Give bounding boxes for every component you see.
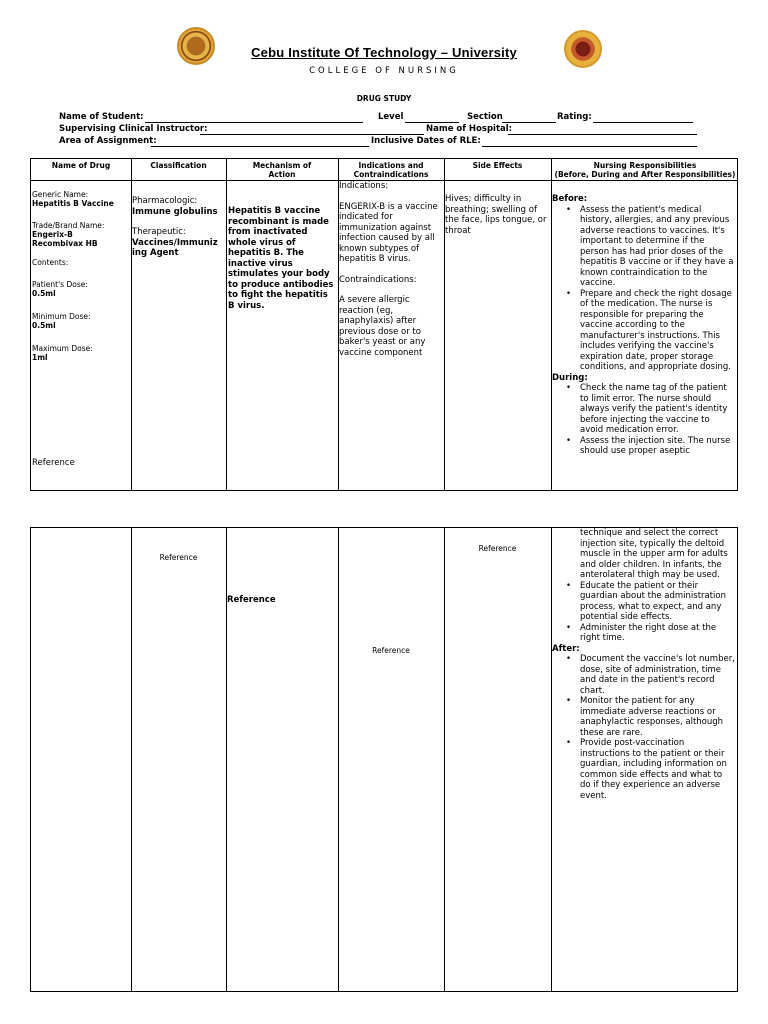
hospital-field[interactable]	[508, 134, 697, 135]
generic-label: Generic Name:	[32, 190, 89, 199]
indications-label: Indications:	[339, 181, 389, 191]
list-item: • Educate the patient or their guardian about the administration process, what to expect, and any potential side effects.	[580, 581, 738, 623]
rating-label: Rating:	[557, 112, 592, 122]
trade-name-1: Engerix-B	[32, 230, 73, 239]
max-dose: 1ml	[32, 353, 48, 362]
level-field[interactable]	[405, 122, 459, 123]
header-indications: Indications and Contraindications	[353, 161, 429, 179]
max-dose-label: Maximum Dose:	[32, 344, 93, 353]
student-label: Name of Student:	[59, 112, 144, 122]
ther-class-2: ing Agent	[132, 248, 179, 258]
section-label: Section	[467, 112, 503, 122]
dates-field[interactable]	[482, 146, 697, 147]
dates-label: Inclusive Dates of RLE:	[371, 136, 481, 146]
trade-label: Trade/Brand Name:	[32, 221, 105, 230]
list-item: • Document the vaccine's lot number, dose, site of administration, time and date in the patient's record chart.	[580, 654, 738, 696]
area-label: Area of Assignment:	[59, 136, 157, 146]
list-item: • Check the name tag of the patient to limit error. The nurse should always verify the patient's identity before injecting the vaccine to avoid medication error.	[580, 383, 738, 436]
drug-study-table-continued	[30, 527, 738, 992]
university-name: Cebu Institute Of Technology – University	[251, 45, 517, 60]
mechanism-cell: Hepatitis B vaccine recombinant is made from inactivated whole virus of hepatitis B. The inactive virus stimulates your body to produce antibodies to fight the hepatitis B virus.	[228, 206, 334, 311]
college-name: COLLEGE OF NURSING	[309, 66, 459, 76]
after-label: After:	[552, 643, 580, 654]
header-classification: Classification	[150, 161, 207, 170]
classification-cell	[132, 196, 226, 259]
contraindications-label: Contraindications:	[339, 274, 417, 285]
mechanism-reference: Reference	[227, 595, 276, 605]
drug-name-cell	[32, 190, 130, 362]
trade-name-2: Recombivax HB	[32, 239, 98, 248]
instructor-label: Supervising Clinical Instructor:	[59, 124, 208, 134]
area-field[interactable]	[151, 146, 369, 147]
patient-dose: 0.5ml	[32, 289, 56, 298]
after-list	[552, 654, 738, 801]
during-list	[552, 383, 738, 457]
student-field[interactable]	[145, 122, 363, 123]
before-label: Before:	[552, 194, 588, 204]
ther-label: Therapeutic:	[132, 227, 186, 237]
indications-cell: Indications: ENGERIX-B is a vaccine indicated for immunization against infection caused by all known subtypes of hepatitis B virus. Contraindications: A severe allergic reaction (eg, anaphylaxis) after previous dose or to baker's yeast or any vaccine component	[339, 181, 444, 358]
continued-text: technique and select the correct injection site, typically the deltoid muscle in the upper arm for adults and older children. In infants, the anterolateral thigh may be used.	[580, 528, 728, 580]
header-side-effects: Side Effects	[472, 161, 523, 170]
generic-name: Hepatitis B Vaccine	[32, 199, 114, 208]
during-label: During:	[552, 372, 588, 383]
drug-reference: Reference	[32, 458, 75, 468]
indications-reference: Reference	[372, 646, 410, 655]
pharm-class: Immune globulins	[132, 206, 218, 217]
list-item: • Assess the injection site. The nurse should use proper aseptic	[580, 436, 738, 457]
nursing-cell	[552, 194, 738, 457]
list-item: • Assess the patient's medical history, allergies, and any previous adverse reactions to vaccines. It's important to determine if the person has had prior doses of the hepatitis B vaccine or if they have a known contraindication to the vaccine.	[580, 205, 738, 289]
instructor-field[interactable]	[200, 134, 424, 135]
list-item: • Prepare and check the right dosage of the medication. The nurse is responsible for preparing the vaccine according to the manufacturer's instructions. This includes verifying the vaccine's expiration date, proper storage conditions, and appropriate dosing.	[580, 289, 738, 373]
drug-study-table	[30, 158, 738, 491]
header-name-of-drug: Name of Drug	[51, 161, 111, 170]
min-dose-label: Minimum Dose:	[32, 312, 91, 321]
ther-class-1: Vaccines/Immuniz	[132, 237, 218, 248]
classification-reference: Reference	[159, 553, 198, 562]
side-effects-cell: Hives; difficulty in breathing; swelling of the face, lips tongue, or throat	[445, 194, 547, 236]
list-item: • Monitor the patient for any immediate adverse reactions or anaphylactic responses, although these are rare.	[580, 696, 738, 738]
document-title: DRUG STUDY	[356, 94, 412, 103]
header-mechanism: Mechanism of Action	[252, 161, 312, 179]
header-nursing: Nursing Responsibilities (Before, During and After Responsibilities)	[554, 161, 736, 179]
hospital-label: Name of Hospital:	[426, 124, 513, 134]
min-dose: 0.5ml	[32, 321, 56, 330]
list-item: • Provide post-vaccination instructions to the patient or their guardian, including information on common side effects and what to do if they experience an adverse event.	[580, 738, 738, 801]
rating-field[interactable]	[593, 122, 693, 123]
list-item: • Administer the right dose at the right time.	[580, 623, 738, 644]
section-field[interactable]	[502, 122, 556, 123]
nursing-cell-continued	[552, 528, 738, 801]
pharm-label: Pharmacologic:	[132, 196, 198, 206]
side-effects-reference: Reference	[478, 544, 517, 553]
during-list-continued	[552, 581, 738, 644]
contents-label: Contents:	[32, 258, 69, 267]
before-list	[552, 205, 738, 373]
patient-dose-label: Patient's Dose:	[32, 280, 88, 289]
level-label: Level	[378, 112, 404, 122]
